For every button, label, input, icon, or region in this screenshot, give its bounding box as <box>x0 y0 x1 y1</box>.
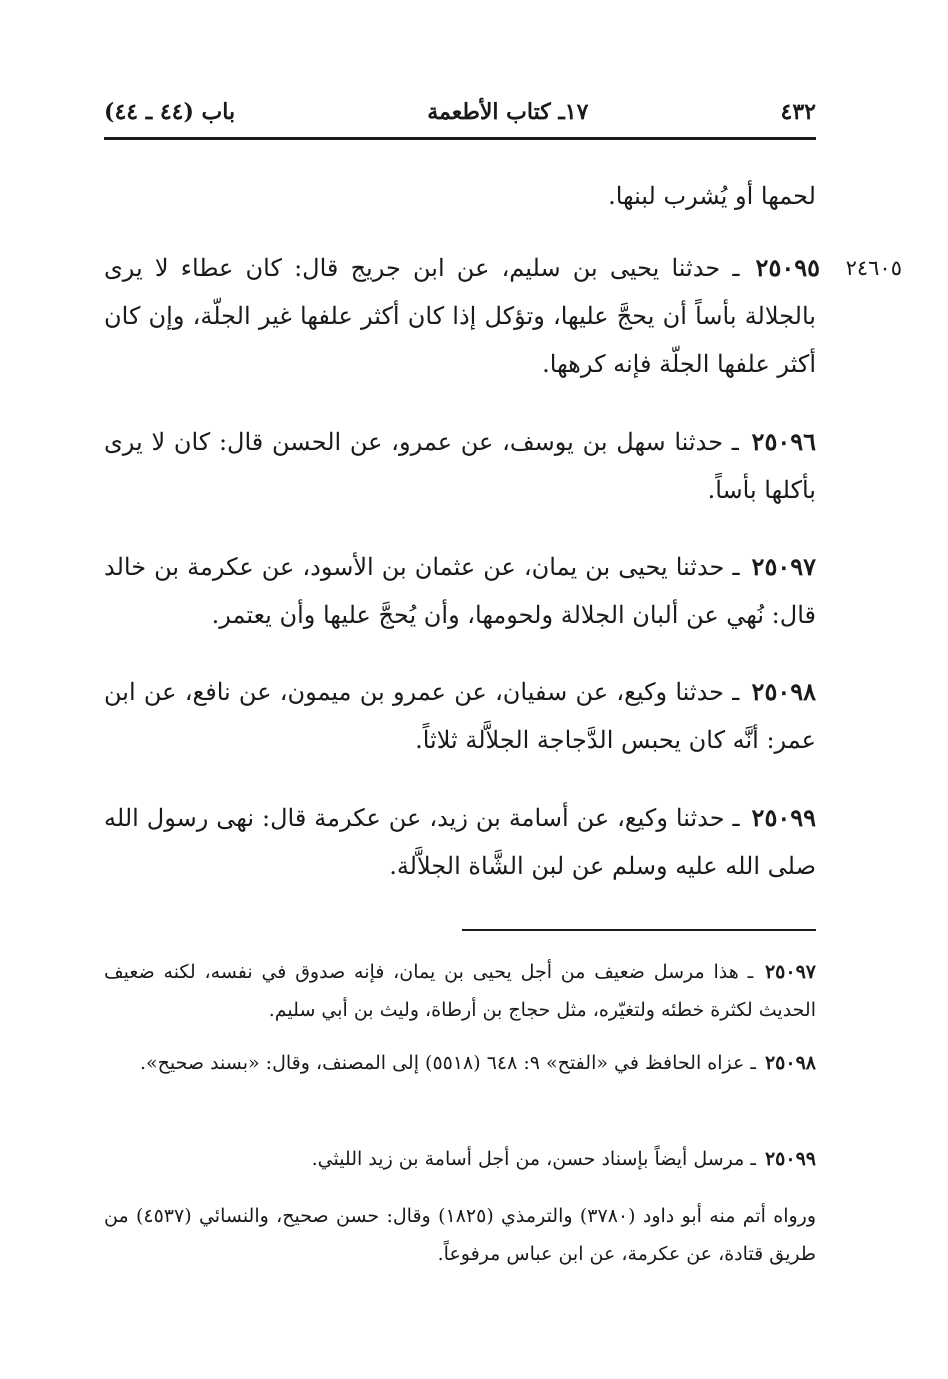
footnote <box>104 953 816 1029</box>
header-rule <box>104 137 816 140</box>
page-header <box>104 92 816 132</box>
footnote-number: ٢٥٠٩٨ <box>764 1052 816 1074</box>
footnote-number: ٢٥٠٩٩ <box>764 1148 816 1170</box>
footnote-text: ـ هذا مرسل ضعيف من أجل يحيى بن يمان، فإنه صدوق في نفسه، لكنه ضعيف الحديث لكثرة خطئه ولتغيّره، مثل حجاج بن أرطاة، وليث بن أبي سليم. <box>104 961 816 1021</box>
hadith-text: ـ حدثنا يحيى بن سليم، عن ابن جريج قال: كان عطاء لا يرى بالجلالة بأساً أن يحجَّ عليها، وتؤكل إذا كان أكثر علفها غير الجلّة، وإن كان أكثر علفها الجلّة فإنه كرهها. <box>104 254 816 378</box>
page-number: ٤٣٢ <box>780 99 816 125</box>
hadith-paragraph <box>104 794 816 890</box>
hadith-number: ٢٥٠٩٦ <box>751 427 816 456</box>
hadith-text: ـ حدثنا يحيى بن يمان، عن عثمان بن الأسود، عن عكرمة بن خالد قال: نُهي عن ألبان الجلالة ولحومها، وأن يُحجَّ عليها وأن يعتمر. <box>104 553 816 629</box>
chapter-title: باب (٤٤ ـ ٤٤) <box>104 99 236 125</box>
hadith-paragraph <box>104 543 816 639</box>
hadith-text: ـ حدثنا سهل بن يوسف، عن عمرو، عن الحسن قال: كان لا يرى بأكلها بأساً. <box>104 428 816 504</box>
book-title: ١٧ـ كتاب الأطعمة <box>427 99 589 125</box>
footnote <box>104 1140 816 1178</box>
margin-reference: ٢٤٦٠٥ <box>845 256 902 280</box>
hadith-number: ٢٥٠٩٩ <box>751 803 816 832</box>
hadith-paragraph <box>104 244 820 388</box>
footnote-text: ورواه أتم منه أبو داود (٣٧٨٠) والترمذي (١٨٢٥) وقال: حسن صحيح، والنسائي (٤٥٣٧) من طريق قتادة، عن عكرمة، عن ابن عباس مرفوعاً. <box>104 1205 817 1265</box>
footnote-number: ٢٥٠٩٧ <box>764 961 816 983</box>
footnote <box>104 1197 816 1273</box>
continuation-text: لحمها أو يُشرب لبنها. <box>608 182 816 210</box>
hadith-number: ٢٥٠٩٧ <box>751 552 816 581</box>
hadith-text: ـ حدثنا وكيع، عن أسامة بن زيد، عن عكرمة قال: نهى رسول الله صلى الله عليه وسلم عن لبن الشَّاة الجلاَّلة. <box>104 804 816 880</box>
footnote-text: ـ مرسل أيضاً بإسناد حسن، من أجل أسامة بن زيد الليثي. <box>311 1148 762 1170</box>
hadith-paragraph <box>104 668 816 764</box>
hadith-number: ٢٥٠٩٥ <box>755 253 820 282</box>
footnote-text: ـ عزاه الحافظ في «الفتح» ٩: ٦٤٨ (٥٥١٨) إلى المصنف، وقال: «بسند صحيح». <box>139 1052 762 1074</box>
footnote-rule <box>462 929 816 931</box>
hadith-number: ٢٥٠٩٨ <box>751 677 816 706</box>
footnote <box>104 1044 816 1082</box>
hadith-paragraph <box>104 418 816 514</box>
hadith-text: ـ حدثنا وكيع، عن سفيان، عن عمرو بن ميمون، عن نافع، عن ابن عمر: أنَّه كان يحبس الدَّجاجة الجلاَّلة ثلاثاً. <box>104 678 816 754</box>
